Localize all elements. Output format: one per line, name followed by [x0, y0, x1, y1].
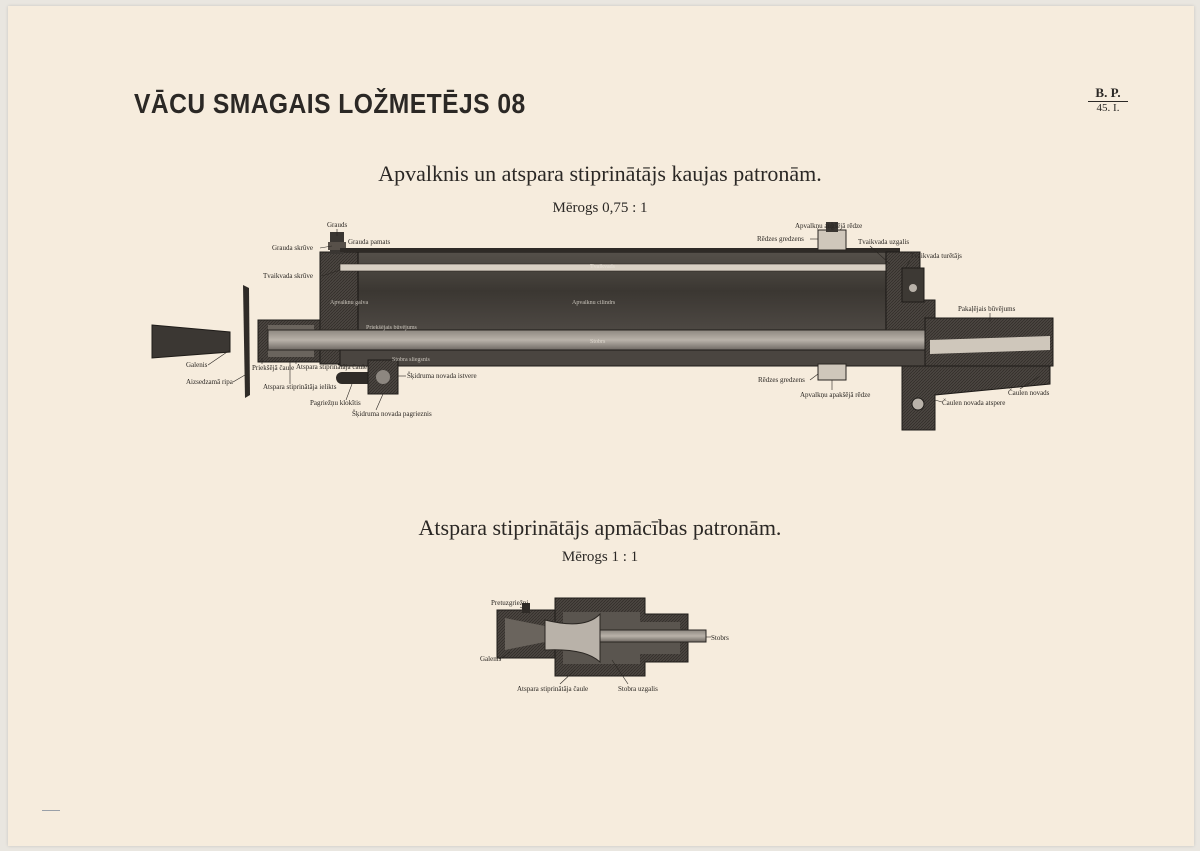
label-training-caule: Atspara stiprinātāja čaule — [517, 685, 589, 693]
label-galenis: Galenis — [186, 361, 208, 369]
plate-code-top: B. P. — [1088, 86, 1128, 102]
label-training-stobrs: Stobrs — [711, 634, 729, 642]
figure1-title: Apvalknis un atspara stiprinātājs kaujas patronām. — [378, 161, 822, 186]
deflector-bolt — [912, 398, 924, 410]
label-skidruma-novada-pagrieznis: Šķidruma novada pagrieznis — [352, 410, 432, 418]
figure2-drawing — [480, 598, 729, 693]
label-tvaikvada-uzgalis: Tvaikvada uzgalis — [858, 238, 910, 246]
label-pakalejais-buvejums: Pakaļējais būvējums — [958, 305, 1016, 313]
label-tvaikvada-turetajs: Tvaikvada turētājs — [910, 252, 962, 260]
label-atspara-stiprinataja-caule: Atspara stiprinātāja čaule — [296, 363, 368, 371]
label-pretuzgriezni: Pretuzgriežņi — [491, 599, 529, 607]
label-skidruma-novada-istvere: Šķidruma novada istvere — [407, 372, 477, 380]
plate-code-bottom: 45. I. — [1096, 102, 1120, 114]
casing-deflector — [902, 366, 1050, 430]
label-apvalknu-augseja-redze: Apvalkņu augšējā rēdze — [795, 222, 863, 230]
paper-mark — [42, 810, 60, 811]
steam-tube — [340, 264, 900, 271]
label-grauds: Grauds — [327, 221, 348, 229]
label-pagriezejo-klokitis: Pagriežņu klokītis — [310, 399, 361, 407]
label-caulen-novada-atspere: Čaulen novada atspere — [942, 399, 1006, 407]
inner-label-barrel: Stobrs — [590, 339, 606, 345]
drain-plug-cap — [376, 370, 390, 384]
label-prieksejā-caule: Priekšējā čaule — [252, 364, 295, 372]
label-caulen-novads: Čaulen novads — [1008, 389, 1050, 397]
label-training-stobra-uzgalis: Stobra uzgalis — [618, 685, 658, 693]
label-redzes-gredzens-bottom: Rēdzes gredzens — [758, 376, 805, 384]
disc-shape — [243, 285, 250, 398]
label-grauda-skruve: Grauda skrūve — [272, 244, 314, 252]
label-training-galenis: Galenis — [480, 655, 502, 663]
upper-sight-box — [818, 230, 846, 250]
label-grauda-pamats: Grauda pamats — [348, 238, 391, 246]
label-apvalknu-apakseja-redze: Apvalkņu apakšējā rēdze — [800, 391, 871, 399]
label-aizsedzama-ripa: Aizsedzamā ripa — [186, 378, 233, 386]
inner-label-jacket-cylinder: Apvalknu cilindrs — [572, 300, 616, 306]
label-tvaikvada-skruve: Tvaikvada skrūve — [263, 272, 313, 280]
figure2-title: Atspara stiprinātājs apmācības patronām. — [418, 515, 782, 540]
figure2-scale: Mērogs 1 : 1 — [561, 549, 639, 565]
inner-label-steam-tube: Tvaikvads — [590, 264, 615, 270]
label-atspara-stiprinataja-ielikts: Atspara stiprinātāja ielikts — [263, 383, 337, 391]
inner-label-front-structure: Priekšējais būvējums — [366, 325, 417, 331]
figure1-scale: Mērogs 0,75 : 1 — [552, 200, 648, 216]
holder-bolt — [909, 284, 917, 292]
jacket-top-shell — [340, 248, 900, 252]
training-barrel — [600, 630, 706, 642]
lower-sight-box — [818, 364, 846, 380]
page-title: VĀCU SMAGAIS LOŽMETĒJS 08 — [134, 88, 526, 119]
inner-label-barrel-seal: Stobra sliegsnis — [392, 357, 430, 363]
muzzle-cone — [152, 325, 230, 358]
figure1-drawing — [152, 221, 1053, 430]
label-redzes-gredzens-top: Rēdzes gredzens — [757, 235, 804, 243]
inner-label-jacket-head: Apvalknu galva — [330, 300, 369, 306]
